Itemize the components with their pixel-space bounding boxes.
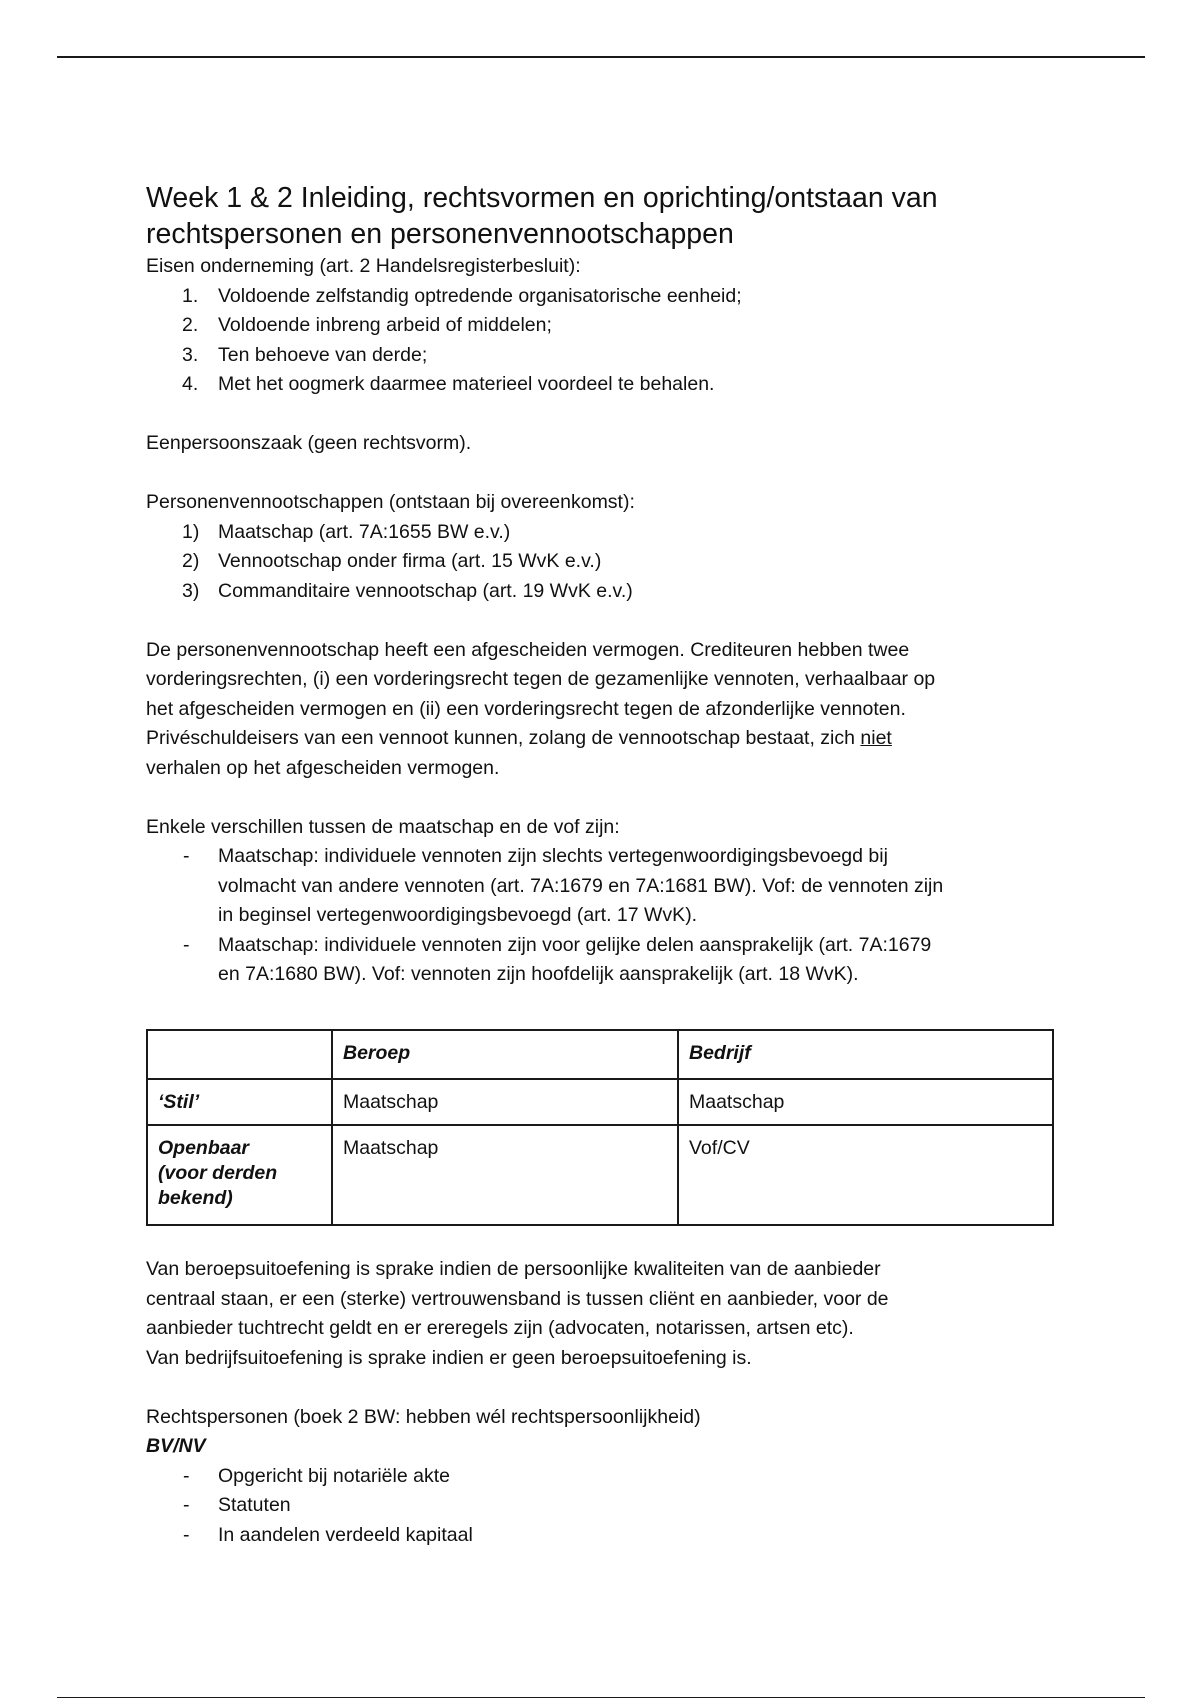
table-row-label: ‘Stil’ (147, 1079, 332, 1125)
list-item: 1) Maatschap (art. 7A:1655 BW e.v.) (182, 520, 511, 543)
page-title: Week 1 & 2 Inleiding, rechtsvormen en oprichting/ontstaan van rechtspersonen en personenvennootschappen (146, 182, 938, 250)
table-row (147, 1079, 1053, 1125)
document-body (146, 180, 1066, 1550)
verschillen-heading: Enkele verschillen tussen de maatschap en de vof zijn: (146, 815, 620, 838)
eenpersoonszaak-text: Eenpersoonszaak (geen rechtsvorm). (146, 432, 472, 454)
list-item: 3. Ten behoeve van derde; (182, 343, 428, 366)
bv-nv-subheading: BV/NV (146, 1435, 206, 1457)
list-item: - Maatschap: individuele vennoten zijn voor gelijke delen aansprakelijk (art. 7A:1679 en 7A:1680 BW). Vof: vennoten zijn hoofdelijk aansprakelijk (art. 18 WvK). (183, 933, 932, 985)
top-divider (57, 56, 1145, 58)
bottom-divider (57, 1697, 1145, 1698)
verschillen-list (146, 842, 1066, 990)
table-row-label: Openbaar (voor derden bekend) (147, 1125, 332, 1225)
personenvennootschappen-heading: Personenvennootschappen (ontstaan bij overeenkomst): (146, 491, 635, 513)
list-item: 2) Vennootschap onder firma (art. 15 WvK e.v.) (182, 550, 602, 572)
list-item: 4. Met het oogmerk daarmee materieel voordeel te behalen. (182, 373, 715, 395)
list-item: 1. Voldoende zelfstandig optredende organisatorische eenheid; (182, 284, 742, 307)
table-header-beroep: Beroep (332, 1030, 678, 1079)
personenvennootschappen-list (146, 518, 1066, 607)
rechtsvorm-table (146, 1029, 1054, 1226)
table-cell (147, 1030, 332, 1079)
table-cell: Vof/CV (678, 1125, 1053, 1225)
list-item: - In aandelen verdeeld kapitaal (183, 1523, 473, 1546)
table-row (147, 1125, 1053, 1225)
table-header-bedrijf: Bedrijf (678, 1030, 1053, 1079)
table-cell: Maatschap (678, 1079, 1053, 1125)
beroep-paragraph: Van beroepsuitoefening is sprake indien de persoonlijke kwaliteiten van de aanbieder centraal staan, er een (sterke) vertrouwensband is tussen cliënt en aanbieder, voor de aanbieder tuchtrecht geldt en er ereregels zijn (advocaten, notarissen, artsen etc). Van bedrijfsuitoefening is sprake indien er geen beroepsuitoefening is. (146, 1258, 889, 1369)
list-item: 2. Voldoende inbreng arbeid of middelen; (182, 314, 552, 336)
table-cell: Maatschap (332, 1079, 678, 1125)
list-item: - Maatschap: individuele vennoten zijn slechts vertegenwoordigingsbevoegd bij volmacht van andere vennoten (art. 7A:1679 en 7A:1681 BW). Vof: de vennoten zijn in beginsel vertegenwoordigingsbevoegd (art. 17 WvK). (183, 845, 944, 926)
eisen-heading: Eisen onderneming (art. 2 Handelsregisterbesluit): (146, 255, 581, 277)
list-item: - Opgericht bij notariële akte (183, 1464, 450, 1487)
rechtspersonen-list (146, 1462, 1066, 1551)
underlined-niet: niet (860, 727, 892, 749)
table-cell: Maatschap (332, 1125, 678, 1225)
rechtspersonen-heading: Rechtspersonen (boek 2 BW: hebben wél rechtspersoonlijkheid) (146, 1405, 701, 1428)
vermogen-paragraph: De personenvennootschap heeft een afgescheiden vermogen. Crediteuren hebben twee vorderingsrechten, (i) een vorderingsrecht tegen de gezamenlijke vennoten, verhaalbaar op het afgescheiden vermogen en (ii) een vorderingsrecht tegen de afzonderlijke vennoten. Privéschuldeisers van een vennoot kunnen, zolang de vennootschap bestaat, zich niet verhalen op het afgescheiden vermogen. (146, 638, 936, 779)
table-header-row (147, 1030, 1053, 1079)
eisen-list (146, 282, 1066, 400)
list-item: - Statuten (183, 1494, 291, 1516)
list-item: 3) Commanditaire vennootschap (art. 19 WvK e.v.) (182, 579, 633, 602)
